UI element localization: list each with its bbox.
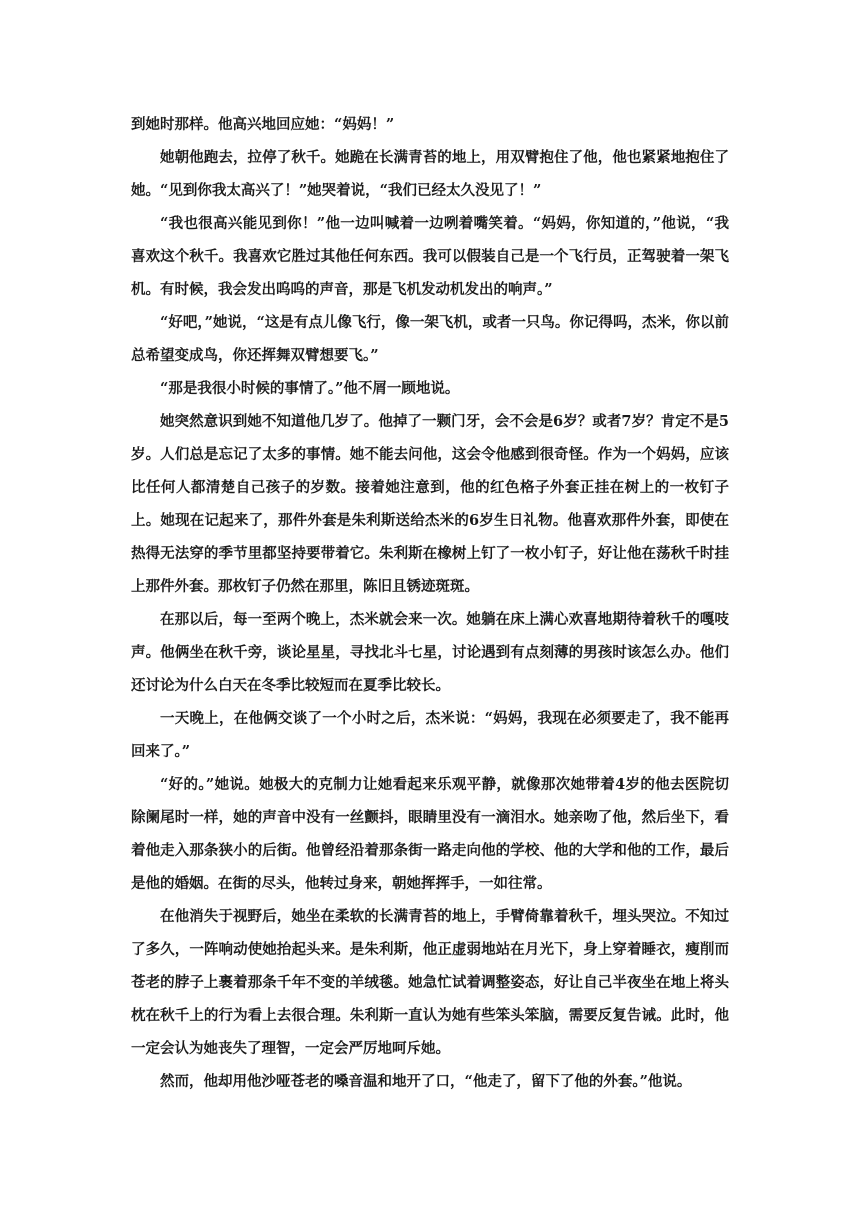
document-body — [131, 108, 729, 1098]
paragraph: “好吧，”她说，“这是有点儿像飞行，像一架飞机，或者一只鸟。你记得吗，杰米，你以前总希望变成鸟，你还挥舞双臂想要飞。” — [131, 314, 729, 364]
paragraph: 在那以后，每一至两个晚上，杰米就会来一次。她躺在床上满心欢喜地期待着秋千的嘎吱声。他俩坐在秋千旁，谈论星星，寻找北斗七星，讨论遇到有点刻薄的男孩时该怎么办。他们还讨论为什么白天在冬季比较短而在夏季比较长。 — [131, 611, 729, 694]
paragraph: “好的。”她说。她极大的克制力让她看起来乐观平静，就像那次她带着4岁的他去医院切除阑尾时一样，她的声音中没有一丝颤抖，眼睛里没有一滴泪水。她亲吻了他，然后坐下，看着他走入那条狭小的后街。他曾经沿着那条街一路走向他的学校、他的大学和他的工作，最后是他的婚姻。在街的尽头，他转过身来，朝她挥挥手，一如往常。 — [131, 776, 729, 892]
paragraph: 一天晚上，在他俩交谈了一个小时之后，杰米说：“妈妈，我现在必须要走了，我不能再回来了。” — [131, 710, 729, 760]
paragraph-continuation: 到她时那样。他高兴地回应她：“妈妈！” — [131, 116, 395, 133]
paragraph: 然而，他却用他沙哑苍老的嗓音温和地开了口，“他走了，留下了他的外套。”他说。 — [160, 1073, 692, 1090]
paragraph: 她朝他跑去，拉停了秋千。她跪在长满青苔的地上，用双臂抱住了他，他也紧紧地抱住了她。“见到你我太高兴了！”她哭着说，“我们已经太久没见了！” — [131, 149, 729, 199]
paragraph: 她突然意识到她不知道他几岁了。他掉了一颗门牙，会不会是6岁？或者7岁？肯定不是5岁。人们总是忘记了太多的事情。她不能去问他，这会令他感到很奇怪。作为一个妈妈，应该比任何人都清楚自己孩子的岁数。接着她注意到，他的红色格子外套正挂在树上的一枚钉子上。她现在记起来了，那件外套是朱利斯送给杰米的6岁生日礼物。他喜欢那件外套，即使在热得无法穿的季节里都坚持要带着它。朱利斯在橡树上钉了一枚小钉子，好让他在荡秋千时挂上那件外套。那枚钉子仍然在那里，陈旧且锈迹斑斑。 — [131, 413, 729, 595]
paragraph: 在他消失于视野后，她坐在柔软的长满青苔的地上，手臂倚靠着秋千，埋头哭泣。不知过了多久，一阵响动使她抬起头来。是朱利斯，他正虚弱地站在月光下，身上穿着睡衣，瘦削而苍老的脖子上裹着那条千年不变的羊绒毯。她急忙试着调整姿态，好让自己半夜坐在地上将头枕在秋千上的行为看上去很合理。朱利斯一直认为她有些笨头笨脑，需要反复告诫。此时，他一定会认为她丧失了理智，一定会严厉地呵斥她。 — [131, 908, 729, 1057]
paragraph: “那是我很小时候的事情了。”他不屑一顾地说。 — [160, 380, 460, 397]
paragraph: “我也很高兴能见到你！”他一边叫喊着一边咧着嘴笑着。“妈妈，你知道的，”他说，“我喜欢这个秋千。我喜欢它胜过其他任何东西。我可以假装自己是一个飞行员，正驾驶着一架飞机。有时候，我会发出呜呜的声音，那是飞机发动机发出的响声。” — [131, 215, 729, 298]
